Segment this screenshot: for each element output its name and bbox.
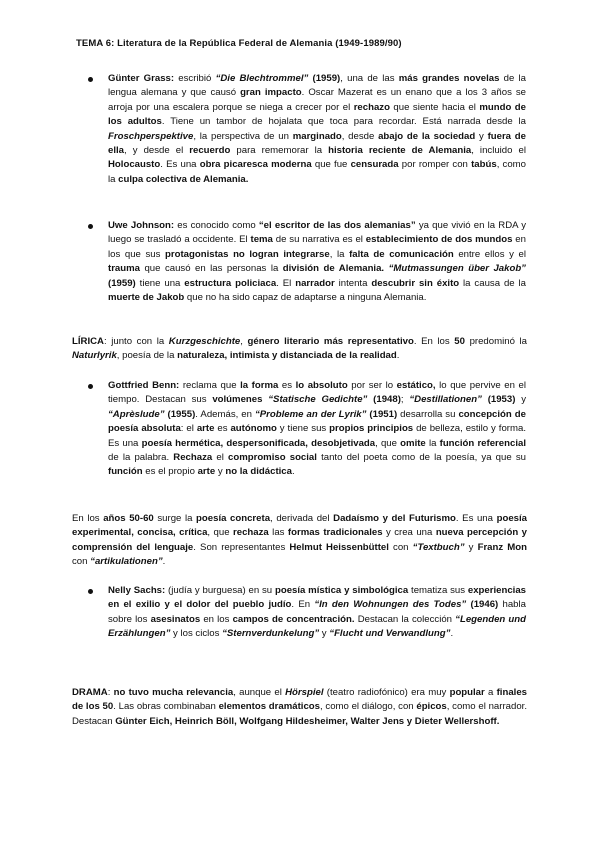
list-item-johnson	[88, 219, 526, 305]
text-run: y los ciclos	[170, 628, 223, 640]
text-run: las	[268, 527, 288, 539]
text-run: . Son representantes	[193, 541, 290, 553]
text-run: historia reciente de Alemania	[328, 145, 472, 157]
text-run: autónomo	[230, 423, 277, 435]
text-run: finales de los 50	[72, 687, 527, 713]
text-run: compromiso social	[228, 452, 317, 464]
text-run: nueva percepción y comprensión del lenguaje	[72, 527, 527, 553]
text-run: , una de las	[340, 73, 399, 84]
text-run: rechaza	[233, 527, 269, 539]
text-run: .	[450, 628, 454, 640]
text-run: de su narrativa es el	[272, 234, 366, 246]
text-run: , aunque el	[233, 687, 286, 698]
text-run: es el propio	[142, 466, 198, 478]
text-run: mundo de los adultos	[108, 101, 526, 128]
text-run: y tiene sus	[276, 423, 330, 435]
text-run: arte	[197, 466, 216, 478]
text-run: tanto del poeta como de la poesía, ya que su	[316, 452, 526, 464]
text-run: surge la	[153, 513, 197, 524]
text-run: la causa de la	[459, 277, 527, 289]
text-run: épicos	[416, 701, 447, 713]
text-run: , y desde el	[124, 145, 190, 157]
text-run: . Además, en	[195, 408, 255, 420]
text-run: predominó la	[464, 336, 527, 347]
text-run: abajo de la sociedad	[378, 130, 476, 142]
paragraph-sachs	[108, 584, 526, 642]
text-run: Franz Mon	[477, 541, 527, 553]
text-run: omite	[400, 437, 426, 449]
text-run: , derivada del	[270, 513, 334, 524]
text-run: asesinatos	[150, 613, 201, 625]
text-run: . Tiene un tambor de hojalata que toca para recordar. Está narrada desde la	[161, 116, 527, 128]
text-run: y	[515, 394, 527, 406]
text-run: y	[464, 541, 478, 553]
text-run: poesía hermética, despersonificada, desobjetivada	[141, 437, 376, 449]
text-run: “Destillationen”	[409, 394, 482, 406]
text-run: ,	[240, 336, 248, 347]
text-run: , como el diálogo, con	[319, 701, 417, 713]
text-run: que fue	[311, 159, 351, 171]
text-run: fuera de ella	[108, 130, 526, 157]
text-run: la forma	[240, 380, 279, 391]
text-run: : junto con la	[103, 336, 169, 347]
text-run: (judía y burguesa) en su	[165, 585, 275, 596]
text-run: , la	[329, 248, 350, 260]
text-run: falta de comunicación	[349, 248, 454, 260]
text-run: descubrir sin éxito	[371, 277, 460, 289]
text-run: Kurzgeschichte	[168, 336, 241, 347]
text-run: función referencial	[439, 437, 526, 449]
text-run: Nelly Sachs:	[108, 585, 166, 596]
text-run: para rememorar la	[230, 145, 329, 157]
text-run: Günter Eich, Heinrich Böll, Wolfgang Hildesheimer, Walter Jens y Dieter Wellershoff.	[115, 715, 500, 727]
text-run: “Flucht und Verwandlung”	[329, 628, 451, 640]
text-run: narrador	[295, 277, 335, 289]
text-run: “In den Wohnungen des Todes”	[314, 599, 467, 611]
text-run: establecimiento de dos mundos	[365, 234, 513, 246]
text-run: de la palabra.	[108, 452, 174, 464]
text-run: “el escritor de las dos alemanias”	[258, 220, 416, 231]
text-run: el	[212, 452, 228, 464]
text-run: recuerdo	[189, 145, 231, 157]
text-run: ;	[400, 394, 410, 406]
text-run: Naturlyrik	[72, 350, 117, 362]
text-run: que siente hacia el	[389, 101, 480, 113]
text-run: campos de concentración.	[232, 613, 355, 625]
text-run: (teatro radiofónico) era muy	[323, 687, 450, 698]
text-run: :	[107, 687, 114, 698]
text-run: formas tradicionales	[287, 527, 383, 539]
text-run: En los	[72, 513, 104, 524]
text-run: tematiza sus	[408, 585, 468, 596]
text-run: escribió	[174, 73, 216, 84]
text-run: concepción de poesía absoluta	[108, 408, 526, 435]
text-run: de belleza, estilo y forma. Es una	[108, 423, 526, 449]
text-run: .	[396, 350, 400, 362]
text-run: Uwe Johnson:	[108, 220, 175, 231]
text-run: gran impacto	[240, 87, 302, 99]
text-run: poesía experimental, concisa, crítica	[72, 513, 527, 539]
text-run: desarrolla su	[397, 408, 459, 420]
text-run: . En	[291, 599, 315, 611]
text-run: propios principios	[329, 423, 414, 435]
text-run: . El	[276, 277, 296, 289]
text-run: “Mutmassungen über Jakob”	[388, 263, 526, 275]
text-run: por romper con	[398, 159, 472, 171]
text-run: con	[388, 541, 413, 553]
paragraph-benn	[108, 379, 526, 480]
text-run: . Oscar Mazerat es un enano que a los 3 años se arroja por una escalera porque se niega a crecer por el	[108, 87, 527, 113]
text-run: , la perspectiva de un	[193, 130, 293, 142]
text-run: tema	[250, 234, 273, 246]
text-run: “Sternverdunkelung”	[222, 628, 320, 640]
text-run: marginado	[292, 130, 342, 142]
text-run: experiencias en el exilio y el dolor del pueblo judío	[108, 585, 526, 611]
text-run: , poesía de la	[116, 350, 178, 362]
text-run: es	[214, 423, 231, 435]
text-run: . Es una	[160, 159, 200, 171]
text-run: arte	[196, 423, 215, 435]
text-run: tabús	[471, 159, 497, 171]
text-run: (1959)	[108, 277, 136, 289]
text-run: , desde	[341, 130, 379, 142]
paragraph-lirica	[72, 335, 527, 364]
text-run: no la didáctica	[225, 466, 292, 478]
text-run: elementos dramáticos	[218, 701, 320, 713]
text-run: (1953)	[487, 394, 516, 406]
text-run: culpa colectiva de Alemania.	[118, 173, 249, 185]
text-run: , como el narrador. Destacan	[72, 701, 527, 727]
text-run: muerte de Jakob	[108, 292, 185, 304]
text-run: intenta	[334, 277, 372, 289]
text-run: Rechaza	[173, 452, 213, 464]
text-run: .	[162, 556, 166, 568]
text-run: DRAMA	[72, 687, 108, 698]
text-run: Holocausto	[108, 159, 161, 171]
text-run: 50	[454, 336, 465, 347]
text-run: la	[425, 437, 440, 449]
text-run: género literario más representativo	[247, 336, 414, 347]
text-run: entre ellos y el	[453, 248, 527, 260]
text-run: . En los	[413, 336, 455, 347]
text-run: “artikulationen”	[90, 556, 163, 568]
text-run: obra picaresca moderna	[199, 159, 312, 171]
text-run: naturaleza, intimista y distanciada de la realidad	[177, 350, 397, 362]
text-run: , como la	[108, 159, 527, 185]
text-run: . Es una	[455, 513, 497, 524]
text-run: ya que vivió en la RDA y luego se trasladó a occidente. El	[108, 220, 526, 246]
text-run: reclama que	[179, 380, 241, 391]
text-run: por ser lo	[347, 380, 397, 391]
text-run: y	[475, 130, 488, 142]
paragraph-johnson	[108, 219, 526, 305]
text-run: “Die Blechtrommel”	[215, 73, 309, 84]
text-run: Gottfried Benn:	[108, 380, 180, 391]
text-run: protagonistas no logran integrarse	[165, 248, 330, 260]
bullet-icon	[88, 224, 93, 229]
text-run: con	[72, 556, 91, 568]
text-run: a	[484, 687, 497, 698]
text-run: más grandes novelas	[398, 73, 500, 84]
text-run: , que	[207, 527, 233, 539]
list-item-benn	[88, 379, 526, 480]
text-run: en los	[200, 613, 233, 625]
text-run: Helmut Heissenbüttel	[289, 541, 389, 553]
text-run: división de Alemania.	[282, 263, 385, 275]
text-run: estático,	[396, 380, 436, 391]
text-run: . Las obras combinaban	[113, 701, 219, 713]
text-run: lo absoluto	[295, 380, 348, 391]
text-run: (1959)	[312, 73, 341, 84]
text-run: y	[319, 628, 330, 640]
text-run: (1948)	[373, 394, 401, 406]
text-run: es conocido como	[174, 220, 259, 231]
bullet-icon	[88, 77, 93, 82]
text-run: de la lengua alemana y que causó	[108, 73, 526, 99]
text-run: popular	[449, 687, 485, 698]
text-run: censurada	[350, 159, 399, 171]
paragraph-concreta	[72, 512, 527, 570]
text-run: en los que sus	[108, 234, 526, 260]
bullet-icon	[88, 589, 93, 594]
text-run: habla sobre los	[108, 599, 526, 625]
text-run: , incluido el	[471, 145, 526, 157]
text-run: y crea una	[382, 527, 436, 539]
bullet-icon	[88, 384, 93, 389]
text-run: poesía concreta	[196, 513, 271, 524]
text-run: “Legenden und Erzählungen”	[108, 613, 526, 640]
text-run: (1951)	[369, 408, 398, 420]
text-run: Günter Grass:	[108, 73, 175, 84]
document-title: TEMA 6: Literatura de la República Federal de Alemania (1949-1989/90)	[76, 38, 402, 49]
text-run: “Aprèslude”	[108, 408, 165, 420]
text-run: Dadaísmo y del Futurismo	[333, 513, 456, 524]
text-run: Destacan la colección	[354, 613, 456, 625]
text-run: es	[278, 380, 296, 391]
text-run: .	[291, 466, 295, 478]
text-run: tiene una	[135, 277, 185, 289]
text-run: y	[215, 466, 226, 478]
text-run: “Probleme an der Lyrik”	[254, 408, 367, 420]
paragraph-grass	[108, 72, 526, 187]
text-run: : el	[180, 423, 197, 435]
text-run: , que	[375, 437, 401, 449]
text-run: Froschperspektive	[108, 130, 194, 142]
text-run: trauma	[108, 263, 140, 275]
text-run: LÍRICA	[72, 336, 104, 347]
text-run: (1946)	[470, 599, 499, 611]
text-run: “Textbuch”	[412, 541, 465, 553]
list-item-sachs	[88, 584, 526, 642]
text-run: función	[108, 466, 143, 478]
text-run: rechazo	[353, 101, 390, 113]
list-item-grass	[88, 72, 526, 187]
text-run: “Statische Gedichte”	[268, 394, 368, 406]
text-run: años 50-60	[103, 513, 154, 524]
text-run: estructura policiaca	[184, 277, 277, 289]
text-run: no tuvo mucha relevancia	[113, 687, 234, 698]
paragraph-drama	[72, 686, 527, 729]
text-run: poesía mística y simbológica	[274, 585, 409, 596]
text-run: que causó en las personas la	[140, 263, 283, 275]
text-run: Hörspiel	[285, 687, 324, 698]
text-run: que no ha sido capaz de adaptarse a ninguna Alemania.	[184, 292, 427, 304]
text-run: (1955)	[167, 408, 196, 420]
text-run: lo que pervive en el tiempo. Destacan sus	[108, 380, 526, 406]
text-run: volúmenes	[212, 394, 263, 406]
